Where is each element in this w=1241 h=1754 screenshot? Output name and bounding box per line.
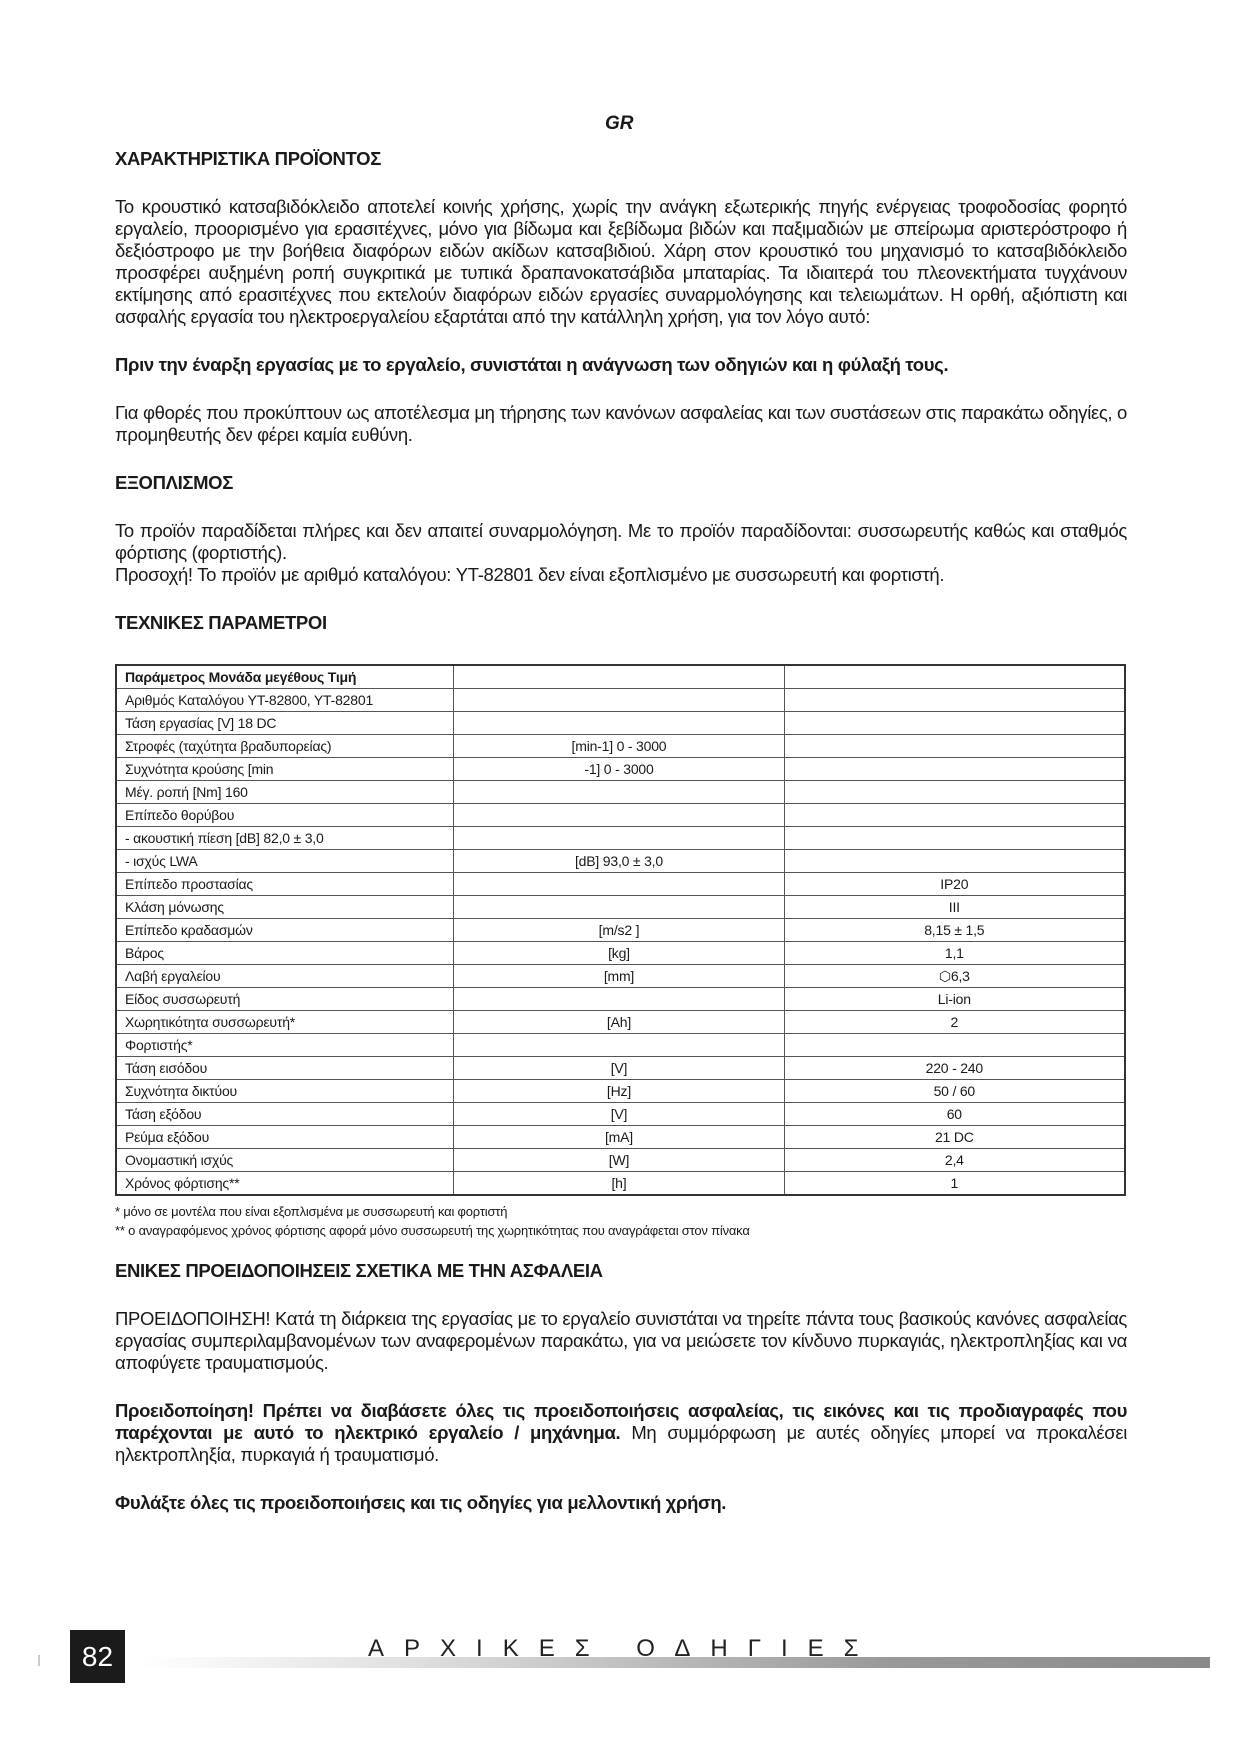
value-cell bbox=[784, 804, 1125, 827]
language-code: GR bbox=[605, 113, 634, 134]
table-row bbox=[116, 1149, 1125, 1172]
table-row bbox=[116, 873, 1125, 896]
value-cell: 8,15 ± 1,5 bbox=[784, 919, 1125, 942]
unit-cell: [min-1] 0 - 3000 bbox=[454, 735, 784, 758]
safety-warning-paragraph: ΠΡΟΕΙΔΟΠΟΙΗΣΗ! Κατά τη διάρκεια της εργασίας με το εργαλείο συνιστάται να τηρείτε πάντα τους βασικούς κανόνες ασφαλείας εργασίας συμπεριλαμβανομένων των αναφερομένων παρακάτω, για να μειώσετε τον κίνδυνο πυρκαγιάς, ηλεκτροπληξίας και να αποφύγετε τραυματισμούς. bbox=[115, 1308, 1127, 1373]
unit-cell bbox=[454, 873, 784, 896]
unit-cell: [Ah] bbox=[454, 1011, 784, 1034]
unit-cell: [dB] 93,0 ± 3,0 bbox=[454, 850, 784, 873]
parameter-cell: Επίπεδο προστασίας bbox=[116, 873, 454, 896]
parameter-cell: Στροφές (ταχύτητα βραδυπορείας) bbox=[116, 735, 454, 758]
table-footnotes bbox=[115, 1202, 1127, 1240]
parameter-cell: Χρόνος φόρτισης** bbox=[116, 1172, 454, 1196]
section-title-technical-parameters: ΤΕΧΝΙΚΕΣ ΠΑΡΑΜΕΤΡΟΙ bbox=[115, 612, 327, 633]
value-cell: 60 bbox=[784, 1103, 1125, 1126]
unit-cell bbox=[454, 689, 784, 712]
table-row bbox=[116, 965, 1125, 988]
read-warnings-bold: Προειδοποίηση! Πρέπει να διαβάσετε όλες τις προειδοποιήσεις ασφαλείας, τις εικόνες και τις προδιαγραφές που παρέχονται με αυτό το ηλεκτρικό εργαλείο / μηχάνημα. bbox=[115, 1400, 1127, 1443]
unit-cell: [V] bbox=[454, 1103, 784, 1126]
table-row bbox=[116, 896, 1125, 919]
value-cell bbox=[784, 712, 1125, 735]
parameter-cell: Συχνότητα δικτύου bbox=[116, 1080, 454, 1103]
value-cell: 1 bbox=[784, 1172, 1125, 1196]
page-number: 82 bbox=[70, 1630, 125, 1683]
table-row bbox=[116, 1126, 1125, 1149]
table-row bbox=[116, 689, 1125, 712]
parameter-cell: Αριθμός Καταλόγου YT-82800, YT-82801 bbox=[116, 689, 454, 712]
value-cell bbox=[784, 758, 1125, 781]
table-row bbox=[116, 1172, 1125, 1196]
table-row bbox=[116, 850, 1125, 873]
equipment-warning: Προσοχή! Το προϊόν με αριθμό καταλόγου: YT-82801 δεν είναι εξοπλισμένο με συσσωρευτή και φορτιστή. bbox=[115, 564, 945, 585]
parameter-cell: Λαβή εργαλείου bbox=[116, 965, 454, 988]
footer-title: ΑΡΧΙΚΕΣ ΟΔΗΓΙΕΣ bbox=[368, 1635, 879, 1662]
value-cell: Li-ion bbox=[784, 988, 1125, 1011]
table-header-cell-empty bbox=[784, 665, 1125, 689]
table-row bbox=[116, 804, 1125, 827]
unit-cell bbox=[454, 804, 784, 827]
parameter-cell: Είδος συσσωρευτή bbox=[116, 988, 454, 1011]
footnote-1: * μόνο σε μοντέλα που είναι εξοπλισμένα με συσσωρευτή και φορτιστή bbox=[115, 1204, 508, 1219]
value-cell bbox=[784, 781, 1125, 804]
product-description: Το κρουστικό κατσαβιδόκλειδο αποτελεί κοινής χρήσης, χωρίς την ανάγκη εξωτερικής πηγής ενέργειας τροφοδοσίας φορητό εργαλείο, προορισμένο για ερασιτέχνες, μόνο για βίδωμα και ξεβίδωμα βιδών και παξιμαδιών με σπείρωμα αριστερόστροφο ή δεξιόστροφο με την βοήθεια διαφόρων ειδών ακίδων κατσαβιδιού. Χάρη στον κρουστικό του μηχανισμό το κατσαβιδόκλειδο προσφέρει αυξημένη ροπή συγκριτικά με τυπικά δραπανοκατσάβιδα μπαταρίας. Τα ιδιαιτερά του πλεονεκτήματα τυγχάνουν εκτίμησης από ερασιτέχνες που εκτελούν διαφόρων ειδών εργασίες συναρμολόγησης και τελειωμάτων. Η ορθή, αξιόπιστη και ασφαλής εργασία του ηλεκτροεργαλείου εξαρτάται από την κατάλληλη χρήση, για τον λόγο αυτό: bbox=[115, 196, 1127, 327]
value-cell: IP20 bbox=[784, 873, 1125, 896]
table-header-cell: Παράμετρος Μονάδα μεγέθους Τιμή bbox=[116, 665, 454, 689]
value-cell: 21 DC bbox=[784, 1126, 1125, 1149]
table-row bbox=[116, 942, 1125, 965]
table-row bbox=[116, 919, 1125, 942]
value-cell: ⬡6,3 bbox=[784, 965, 1125, 988]
parameter-cell: Συχνότητα κρούσης [min bbox=[116, 758, 454, 781]
table-row bbox=[116, 1034, 1125, 1057]
technical-parameters-table bbox=[115, 664, 1126, 1196]
footnote-2: ** ο αναγραφόμενος χρόνος φόρτισης αφορά μόνο συσσωρευτή της χωρητικότητας που αναγράφεται στον πίνακα bbox=[115, 1223, 750, 1238]
value-cell: 1,1 bbox=[784, 942, 1125, 965]
footer-tick-mark bbox=[38, 1655, 40, 1666]
unit-cell bbox=[454, 712, 784, 735]
unit-cell bbox=[454, 1034, 784, 1057]
unit-cell bbox=[454, 988, 784, 1011]
parameter-cell: - ισχύς LWA bbox=[116, 850, 454, 873]
table-header-cell-empty bbox=[454, 665, 784, 689]
unit-cell: [mm] bbox=[454, 965, 784, 988]
unit-cell: [Hz] bbox=[454, 1080, 784, 1103]
table-row bbox=[116, 1103, 1125, 1126]
section-title-equipment: ΕΞΟΠΛΙΣΜΟΣ bbox=[115, 472, 233, 493]
table-row bbox=[116, 735, 1125, 758]
value-cell: 220 - 240 bbox=[784, 1057, 1125, 1080]
bold-instruction-note: Πριν την έναρξη εργασίας με το εργαλείο, συνιστάται η ανάγνωση των οδηγιών και η φύλαξή τους. bbox=[115, 354, 949, 375]
table-row bbox=[116, 827, 1125, 850]
table-row bbox=[116, 1080, 1125, 1103]
unit-cell: [m/s2 ] bbox=[454, 919, 784, 942]
section-title-product-features: ΧΑΡΑΚΤΗΡΙΣΤΙΚΑ ΠΡΟΪΟΝΤΟΣ bbox=[115, 148, 381, 169]
unit-cell: [kg] bbox=[454, 942, 784, 965]
section-title-safety-warnings: ΕΝΙΚΕΣ ΠΡΟΕΙΔΟΠΟΙΗΣΕΙΣ ΣΧΕΤΙΚΑ ΜΕ ΤΗΝ ΑΣΦΑΛΕΙΑ bbox=[115, 1260, 603, 1281]
table-row bbox=[116, 712, 1125, 735]
table-row bbox=[116, 781, 1125, 804]
value-cell bbox=[784, 735, 1125, 758]
parameter-cell: Επίπεδο κραδασμών bbox=[116, 919, 454, 942]
value-cell: 2 bbox=[784, 1011, 1125, 1034]
table-row bbox=[116, 988, 1125, 1011]
parameter-cell: Χωρητικότητα συσσωρευτή* bbox=[116, 1011, 454, 1034]
unit-cell: -1] 0 - 3000 bbox=[454, 758, 784, 781]
unit-cell bbox=[454, 827, 784, 850]
value-cell: III bbox=[784, 896, 1125, 919]
document-content bbox=[115, 148, 1127, 1514]
value-cell bbox=[784, 827, 1125, 850]
liability-note: Για φθορές που προκύπτουν ως αποτέλεσμα μη τήρησης των κανόνων ασφαλείας και των συστάσεων στις παρακάτω οδηγίες, ο προμηθευτής δεν φέρει καμία ευθύνη. bbox=[115, 402, 1127, 445]
parameter-cell: Τάση εργασίας [V] 18 DC bbox=[116, 712, 454, 735]
value-cell: 50 / 60 bbox=[784, 1080, 1125, 1103]
unit-cell: [W] bbox=[454, 1149, 784, 1172]
parameter-cell: Τάση εισόδου bbox=[116, 1057, 454, 1080]
unit-cell: [mA] bbox=[454, 1126, 784, 1149]
table-header-row bbox=[116, 665, 1125, 689]
keep-instructions-note: Φυλάξτε όλες τις προειδοποιήσεις και τις οδηγίες για μελλοντική χρήση. bbox=[115, 1492, 727, 1513]
parameter-cell: Ονομαστική ισχύς bbox=[116, 1149, 454, 1172]
value-cell bbox=[784, 689, 1125, 712]
unit-cell: [h] bbox=[454, 1172, 784, 1196]
parameter-cell: Φορτιστής* bbox=[116, 1034, 454, 1057]
equipment-description: Το προϊόν παραδίδεται πλήρες και δεν απαιτεί συναρμολόγηση. Με το προϊόν παραδίδονται: συσσωρευτής καθώς και σταθμός φόρτισης (φορτιστής). bbox=[115, 520, 1127, 563]
parameter-cell: Ρεύμα εξόδου bbox=[116, 1126, 454, 1149]
parameter-cell: Βάρος bbox=[116, 942, 454, 965]
unit-cell bbox=[454, 896, 784, 919]
parameter-cell: Μέγ. ροπή [Nm] 160 bbox=[116, 781, 454, 804]
unit-cell: [V] bbox=[454, 1057, 784, 1080]
value-cell: 2,4 bbox=[784, 1149, 1125, 1172]
read-warnings-paragraph bbox=[115, 1400, 1127, 1466]
read-warnings-rest: Μη συμμόρφωση με αυτές οδηγίες μπορεί να προκαλέσει ηλεκτροπληξία, πυρκαγιά ή τραυματισμό. bbox=[115, 1422, 1127, 1465]
table-row bbox=[116, 758, 1125, 781]
table-row bbox=[116, 1011, 1125, 1034]
value-cell bbox=[784, 850, 1125, 873]
value-cell bbox=[784, 1034, 1125, 1057]
unit-cell bbox=[454, 781, 784, 804]
table-row bbox=[116, 1057, 1125, 1080]
parameter-cell: Επίπεδο θορύβου bbox=[116, 804, 454, 827]
parameter-cell: - ακουστική πίεση [dB] 82,0 ± 3,0 bbox=[116, 827, 454, 850]
parameter-cell: Κλάση μόνωσης bbox=[116, 896, 454, 919]
parameter-cell: Τάση εξόδου bbox=[116, 1103, 454, 1126]
